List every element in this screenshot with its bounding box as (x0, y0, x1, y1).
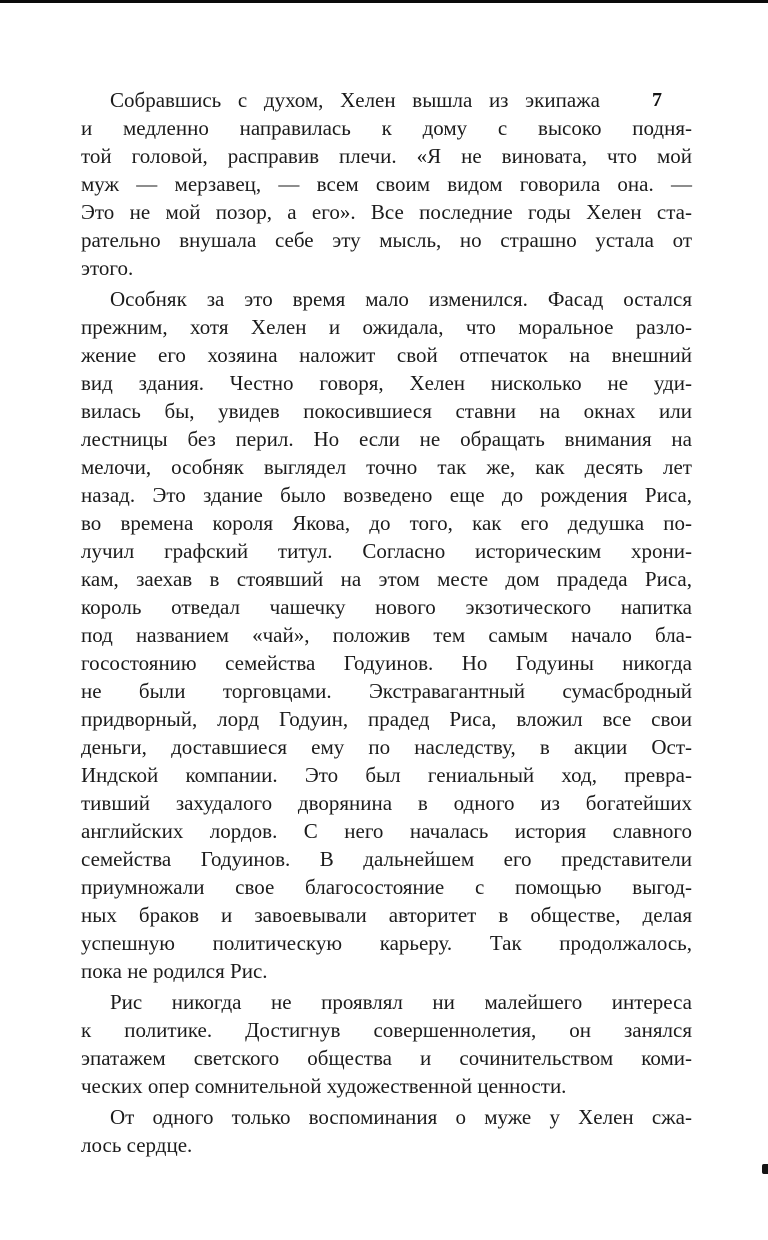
text-line: английских лордов. С него началась история славного (81, 819, 692, 843)
text-line: муж — мерзавец, — всем своим видом говорила она. — (81, 172, 692, 196)
text-line: той головой, расправив плечи. «Я не виновата, что мой (81, 144, 692, 168)
text-line: успешную политическую карьеру. Так продолжалось, (81, 931, 692, 955)
text-line: Собравшись с духом, Хелен вышла из экипажа (110, 88, 600, 112)
text-line: От одного только воспоминания о муже у Хелен сжа- (110, 1105, 692, 1129)
text-line: лучил графский титул. Согласно историческим хрони- (81, 539, 692, 563)
text-line: рательно внушала себе эту мысль, но страшно устала от (81, 228, 692, 252)
text-block (81, 86, 692, 1162)
text-line: к политике. Достигнув совершеннолетия, он занялся (81, 1018, 692, 1042)
text-line: и медленно направилась к дому с высоко подня- (81, 116, 692, 140)
scan-edge-artifact (0, 0, 768, 3)
text-line: назад. Это здание было возведено еще до рождения Риса, (81, 483, 692, 507)
text-line: пока не родился Рис. (81, 959, 268, 983)
page-number: 7 (652, 89, 662, 111)
scan-speck-artifact (762, 1164, 768, 1174)
paragraph (81, 86, 692, 282)
text-line: Индской компании. Это был гениальный ход, превра- (81, 763, 692, 787)
text-line: кам, заехав в стоявший на этом месте дом прадеда Риса, (81, 567, 692, 591)
text-line: госостоянию семейства Годуинов. Но Годуины никогда (81, 651, 692, 675)
paragraph (81, 988, 692, 1100)
text-line: лестницы без перил. Но если не обращать внимания на (81, 427, 692, 451)
text-line: ных браков и завоевывали авторитет в обществе, делая (81, 903, 692, 927)
text-line: семейства Годуинов. В дальнейшем его представители (81, 847, 692, 871)
text-line: Рис никогда не проявлял ни малейшего интереса (110, 990, 692, 1014)
text-line: Это не мой позор, а его». Все последние годы Хелен ста- (81, 200, 692, 224)
text-line: не были торговцами. Экстравагантный сумасбродный (81, 679, 692, 703)
text-line: деньги, доставшиеся ему по наследству, в акции Ост- (81, 735, 692, 759)
text-line: приумножали свое благосостояние с помощью выгод- (81, 875, 692, 899)
text-line: придворный, лорд Годуин, прадед Риса, вложил все свои (81, 707, 692, 731)
text-line: мелочи, особняк выглядел точно так же, как десять лет (81, 455, 692, 479)
text-line: этого. (81, 256, 134, 280)
text-line: эпатажем светского общества и сочинительством коми- (81, 1046, 692, 1070)
text-line: жение его хозяина наложит свой отпечаток на внешний (81, 343, 692, 367)
text-line: тивший захудалого дворянина в одного из богатейших (81, 791, 692, 815)
text-line: ческих опер сомнительной художественной ценности. (81, 1074, 567, 1098)
text-line: лось сердце. (81, 1133, 193, 1157)
paragraph (81, 285, 692, 985)
text-line: вид здания. Честно говоря, Хелен нисколько не уди- (81, 371, 692, 395)
text-line: Особняк за это время мало изменился. Фасад остался (110, 287, 692, 311)
paragraph (81, 1103, 692, 1159)
text-line: прежним, хотя Хелен и ожидала, что моральное разло- (81, 315, 692, 339)
text-line: вилась бы, увидев покосившиеся ставни на окнах или (81, 399, 692, 423)
text-line: под названием «чай», положив тем самым начало бла- (81, 623, 692, 647)
text-line: король отведал чашечку нового экзотического напитка (81, 595, 692, 619)
text-line: во времена короля Якова, до того, как его дедушка по- (81, 511, 692, 535)
